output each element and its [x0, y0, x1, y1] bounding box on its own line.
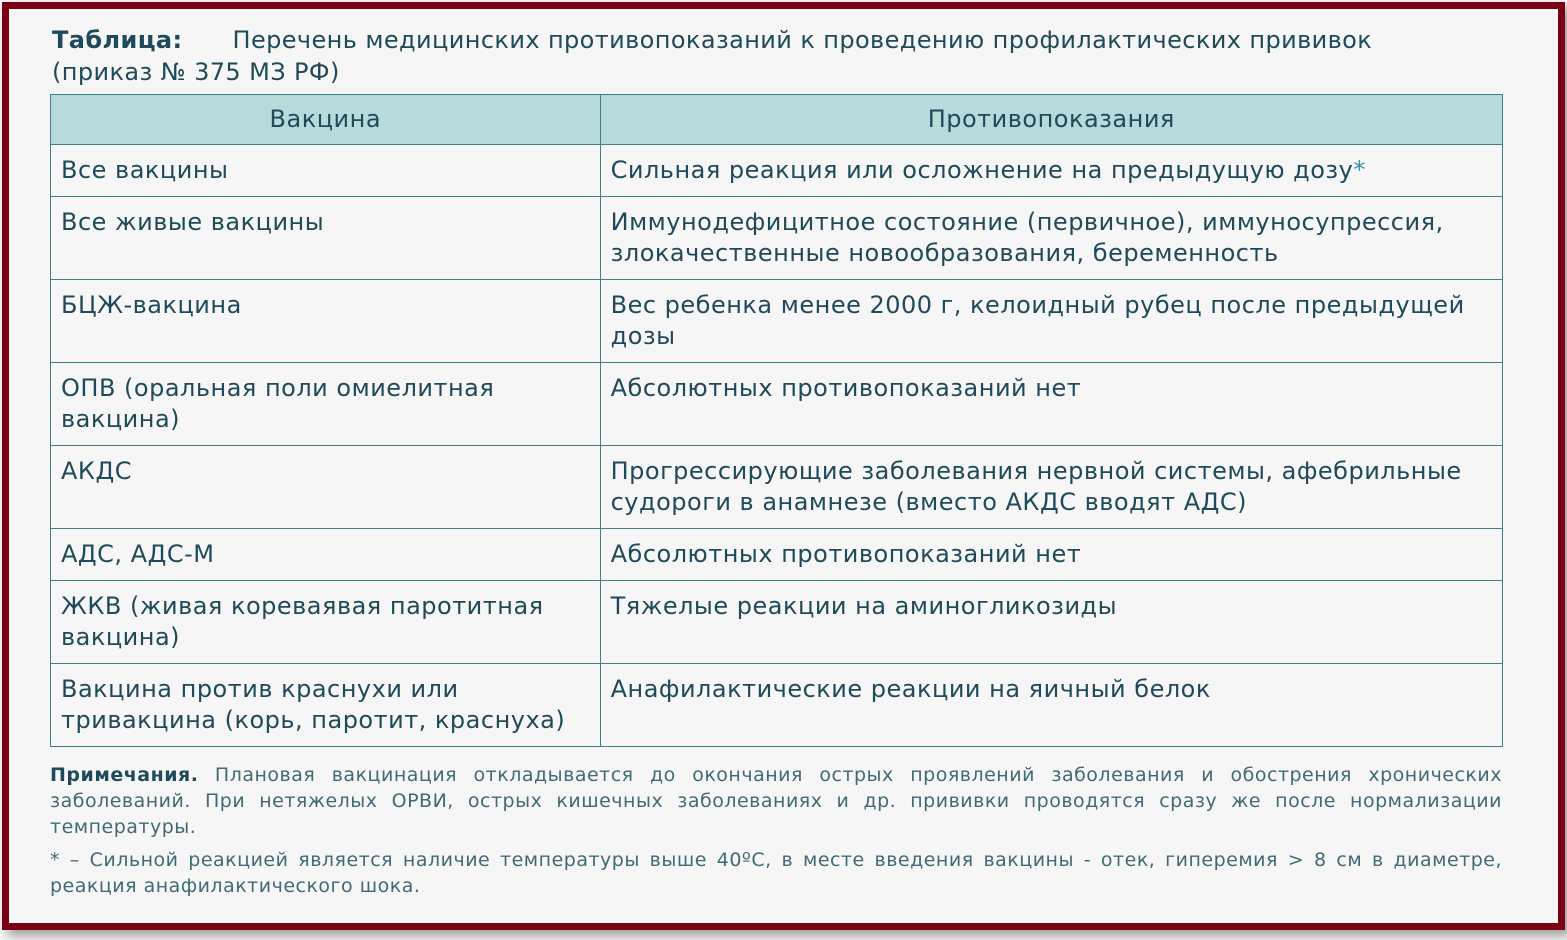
- vaccine-cell: ОПВ (оральная поли омиелитная вакцина): [51, 363, 601, 446]
- vaccine-cell: АДС, АДС-М: [51, 529, 601, 581]
- notes-text: Плановая вакцинация откладывается до окончания острых проявлений заболевания и обострения хронических заболеваний. При нетяжелых ОРВИ, острых кишечных заболеваниях и др. прививки проводятся сразу же после нормализации температуры.: [50, 764, 1502, 838]
- notes-paragraph: [50, 762, 1502, 840]
- table-row: [51, 581, 1503, 664]
- page-title: [52, 24, 1472, 88]
- header-vaccine: Вакцина: [51, 95, 601, 145]
- vaccine-cell: Все живые вакцины: [51, 197, 601, 280]
- table-header-row: [51, 95, 1503, 145]
- table-row: [51, 664, 1503, 747]
- page-frame: [2, 2, 1565, 930]
- contra-cell: Иммунодефицитное состояние (первичное), иммуносупрессия, злокачественные новообразования, беременность: [600, 197, 1502, 280]
- vaccine-cell: АКДС: [51, 446, 601, 529]
- notes-section: [50, 762, 1502, 899]
- contra-cell: Прогрессирующие заболевания нервной системы, афебрильные судороги в анамнезе (вместо АКДС вводят АДС): [600, 446, 1502, 529]
- contra-cell: Тяжелые реакции на аминогликозиды: [600, 581, 1502, 664]
- footnote-marker: *: [1353, 156, 1366, 184]
- table-row: [51, 145, 1503, 197]
- content-area: [12, 12, 1555, 920]
- vaccine-cell: БЦЖ-вакцина: [51, 280, 601, 363]
- notes-label: Примечания.: [50, 764, 199, 786]
- contra-cell: Вес ребенка менее 2000 г, келоидный рубец после предыдущей дозы: [600, 280, 1502, 363]
- table-row: [51, 529, 1503, 581]
- table-row: [51, 446, 1503, 529]
- header-contraindications: Противопоказания: [600, 95, 1502, 145]
- title-lead: Таблица:: [52, 26, 183, 54]
- vaccine-cell: Все вакцины: [51, 145, 601, 197]
- table-row: [51, 363, 1503, 446]
- contra-text: Сильная реакция или осложнение на предыдущую дозу: [610, 156, 1354, 184]
- contra-cell: [600, 145, 1502, 197]
- contra-cell: Абсолютных противопоказаний нет: [600, 529, 1502, 581]
- contraindications-table: [50, 94, 1503, 747]
- contra-cell: Анафилактические реакции на яичный белок: [600, 664, 1502, 747]
- vaccine-cell: Вакцина против краснухи или тривакцина (корь, паротит, краснуха): [51, 664, 601, 747]
- footnote-text: * – Сильной реакцией является наличие температуры выше 40ºС, в месте введения вакцины - отек, гиперемия > 8 см в диаметре, реакция анафилактического шока.: [50, 849, 1502, 897]
- table-row: [51, 197, 1503, 280]
- title-text: Перечень медицинских противопоказаний к проведению профилактических прививок (приказ № 375 МЗ РФ): [52, 26, 1373, 86]
- contra-cell: Абсолютных противопоказаний нет: [600, 363, 1502, 446]
- vaccine-cell: ЖКВ (живая кореваявая паротитная вакцина): [51, 581, 601, 664]
- table-row: [51, 280, 1503, 363]
